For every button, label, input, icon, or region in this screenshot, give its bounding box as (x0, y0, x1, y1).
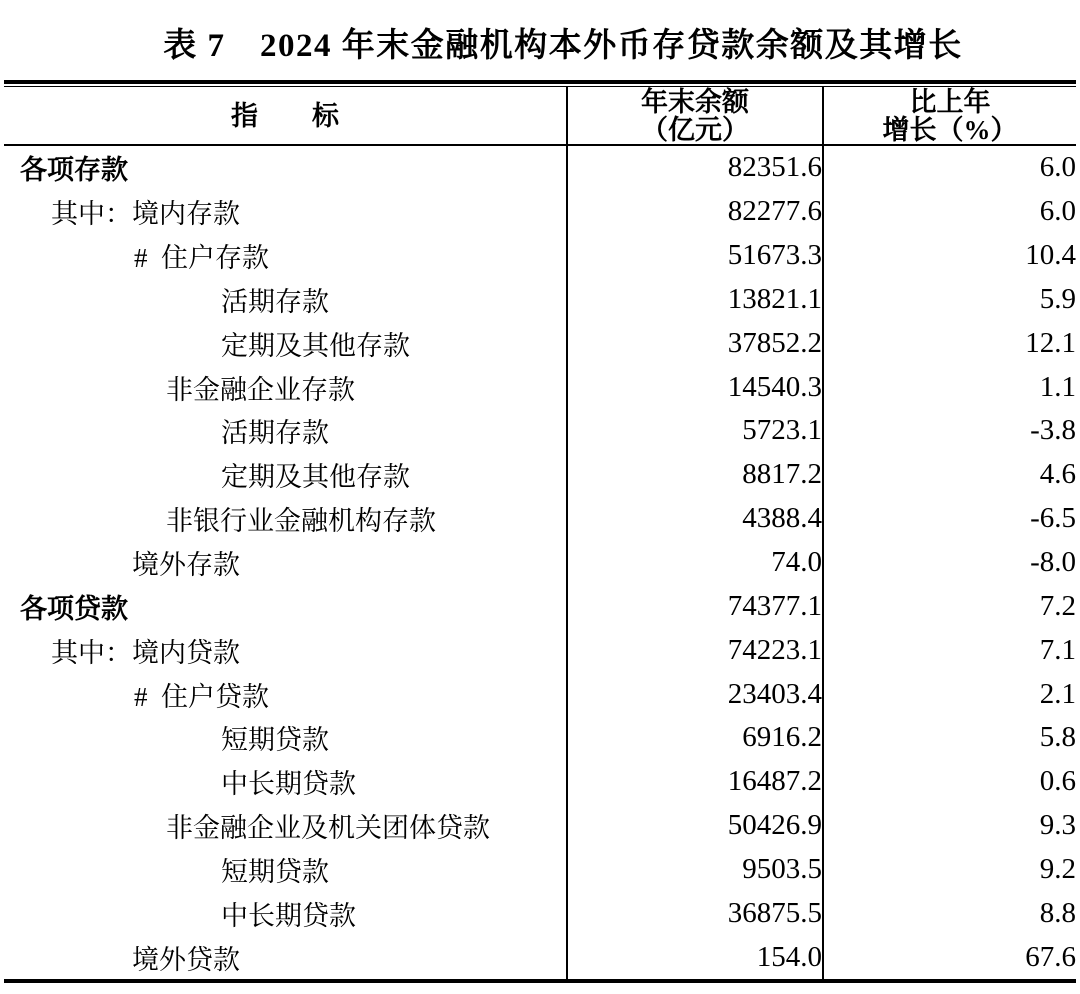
row-label-text: 活期存款 (221, 418, 329, 449)
data-table (4, 87, 1076, 979)
table-row (4, 453, 1076, 497)
row-growth-value: 4.6 (823, 453, 1076, 497)
table-body (4, 145, 1076, 979)
row-label-text: 短期贷款 (221, 856, 329, 887)
row-balance-value: 8817.2 (567, 453, 823, 497)
row-label-text: 其中：境内存款 (51, 199, 240, 230)
row-label-text: 非金融企业及机关团体贷款 (166, 813, 490, 844)
table-row (4, 628, 1076, 672)
row-growth-value: -8.0 (823, 541, 1076, 585)
row-growth-value: 5.8 (823, 716, 1076, 760)
table-row (4, 760, 1076, 804)
table-row (4, 497, 1076, 541)
row-label-cell (4, 365, 567, 409)
row-label-text: 各项贷款 (20, 593, 128, 624)
row-growth-value: 7.1 (823, 628, 1076, 672)
row-balance-value: 82277.6 (567, 190, 823, 234)
header-growth (823, 87, 1076, 145)
row-growth-value: 1.1 (823, 365, 1076, 409)
table-row (4, 804, 1076, 848)
row-balance-value: 37852.2 (567, 321, 823, 365)
row-label-cell (4, 190, 567, 234)
row-growth-value: 6.0 (823, 190, 1076, 234)
row-growth-value: 0.6 (823, 760, 1076, 804)
row-label-cell (4, 541, 567, 585)
row-label-cell (4, 234, 567, 278)
header-indicator (4, 87, 567, 145)
row-growth-value: 2.1 (823, 672, 1076, 716)
row-label-text: 其中：境内贷款 (51, 637, 240, 668)
row-label-cell (4, 760, 567, 804)
row-growth-value: 8.8 (823, 891, 1076, 935)
row-balance-value: 51673.3 (567, 234, 823, 278)
row-label-text: # 住户贷款 (134, 681, 269, 712)
row-label-cell (4, 804, 567, 848)
row-balance-value: 4388.4 (567, 497, 823, 541)
row-growth-value: 12.1 (823, 321, 1076, 365)
row-growth-value: 67.6 (823, 935, 1076, 979)
header-balance (567, 87, 823, 145)
row-balance-value: 23403.4 (567, 672, 823, 716)
row-label-cell (4, 497, 567, 541)
row-label-cell (4, 716, 567, 760)
row-label-text: 境外贷款 (132, 944, 240, 975)
row-balance-value: 154.0 (567, 935, 823, 979)
row-balance-value: 74223.1 (567, 628, 823, 672)
row-label-text: 非银行业金融机构存款 (166, 506, 436, 537)
row-label-text: 短期贷款 (221, 725, 329, 756)
deposits-loans-table (4, 80, 1076, 983)
table-row (4, 672, 1076, 716)
row-balance-value: 50426.9 (567, 804, 823, 848)
row-label-text: 定期及其他存款 (221, 330, 410, 361)
table-row (4, 584, 1076, 628)
table-header (4, 87, 1076, 145)
table-row (4, 234, 1076, 278)
row-balance-value: 74.0 (567, 541, 823, 585)
row-balance-value: 36875.5 (567, 891, 823, 935)
row-label-cell (4, 453, 567, 497)
row-balance-value: 5723.1 (567, 409, 823, 453)
row-label-cell (4, 891, 567, 935)
row-growth-value: -3.8 (823, 409, 1076, 453)
table-row (4, 541, 1076, 585)
row-label-cell (4, 321, 567, 365)
header-balance-line2: （亿元） (641, 114, 749, 145)
header-balance-line1: 年末余额 (641, 87, 749, 117)
header-row (4, 87, 1076, 145)
row-label-text: 非金融企业存款 (166, 374, 355, 405)
row-label-cell (4, 145, 567, 190)
table-row (4, 278, 1076, 322)
row-label-text: 中长期贷款 (221, 769, 356, 800)
row-balance-value: 74377.1 (567, 584, 823, 628)
row-growth-value: 10.4 (823, 234, 1076, 278)
row-growth-value: 7.2 (823, 584, 1076, 628)
row-label-text: 境外存款 (132, 550, 240, 581)
row-label-cell (4, 628, 567, 672)
row-label-text: 活期存款 (221, 286, 329, 317)
table-row (4, 190, 1076, 234)
row-balance-value: 16487.2 (567, 760, 823, 804)
row-label-cell (4, 672, 567, 716)
row-label-text: 中长期贷款 (221, 900, 356, 931)
row-label-text: 各项存款 (20, 155, 128, 186)
table-row (4, 409, 1076, 453)
row-balance-value: 6916.2 (567, 716, 823, 760)
row-label-text: # 住户存款 (134, 243, 269, 274)
table-title: 表 7 2024 年末金融机构本外币存贷款余额及其增长 (163, 28, 963, 64)
table-row (4, 848, 1076, 892)
row-balance-value: 13821.1 (567, 278, 823, 322)
row-balance-value: 14540.3 (567, 365, 823, 409)
table-row (4, 365, 1076, 409)
header-growth-line1: 比上年 (909, 87, 991, 117)
row-label-cell (4, 848, 567, 892)
row-growth-value: 6.0 (823, 145, 1076, 190)
header-indicator-text: 指 标 (231, 100, 339, 131)
table-row (4, 716, 1076, 760)
table-row (4, 891, 1076, 935)
header-growth-line2: 增长（%） (882, 114, 1018, 145)
row-label-cell (4, 278, 567, 322)
row-growth-value: 9.2 (823, 848, 1076, 892)
row-label-cell (4, 409, 567, 453)
row-label-text: 定期及其他存款 (221, 462, 410, 493)
row-balance-value: 82351.6 (567, 145, 823, 190)
row-label-cell (4, 584, 567, 628)
row-growth-value: 9.3 (823, 804, 1076, 848)
row-label-cell (4, 935, 567, 979)
row-growth-value: 5.9 (823, 278, 1076, 322)
table-row (4, 145, 1076, 190)
row-growth-value: -6.5 (823, 497, 1076, 541)
table-row (4, 321, 1076, 365)
table-row (4, 935, 1076, 979)
row-balance-value: 9503.5 (567, 848, 823, 892)
table-bottom-border (4, 979, 1076, 983)
